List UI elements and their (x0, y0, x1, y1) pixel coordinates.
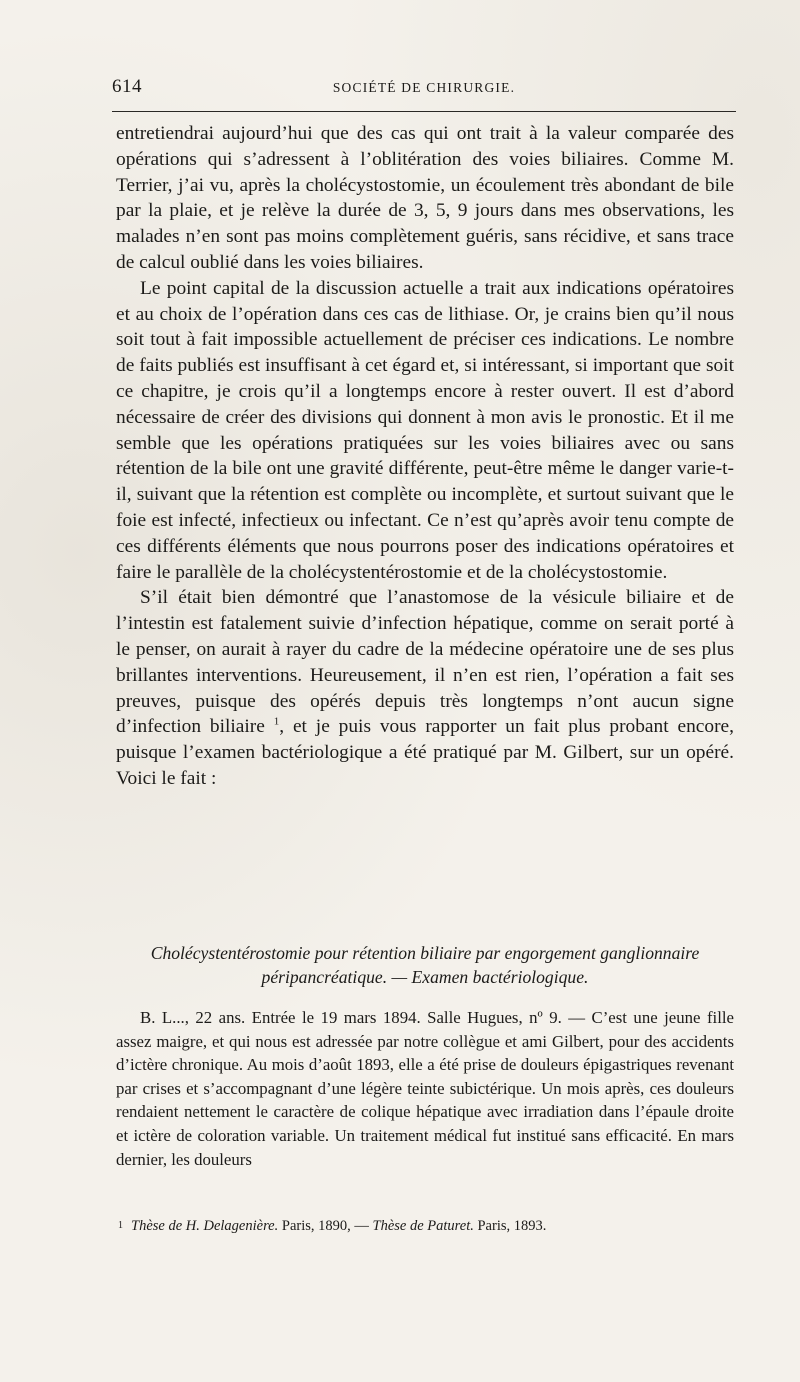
paragraph-2: Le point capital de la discussion actuelle a trait aux indications opératoires et au choix de l’opération dans ces cas de lithiase. Or, je crains bien qu’il nous soit tout à fait impossible actuellement de préciser ces indications. Le nombre de faits publiés est insuffisant à cet égard et, si intéressant, si important que soit ce chapitre, je crois qu’il a longtemps encore à rester ouvert. Il est d’abord nécessaire de créer des divisions qui donnent à mon avis le pronostic. Et il me semble que les opérations pratiquées sur les voies biliaires avec ou sans rétention de la bile ont une gravité différente, peut-être même le danger varie-t-il, suivant que la rétention est complète ou incomplète, et surtout suivant que le foie est infecté, infectieux ou infectant. Ce n’est qu’après avoir tenu compte de ces différents éléments que nous pourrons poser des indications opératoires et faire le parallèle de la cholécystentérostomie et de la cholécystostomie. (116, 277, 734, 583)
footnote-citation-1-title: Thèse de H. Delagenière. (131, 1218, 279, 1234)
running-title: SOCIÉTÉ DE CHIRURGIE. (332, 80, 516, 95)
footnote (118, 1216, 734, 1236)
footnote-citation-1-rest: Paris, 1890, — (278, 1218, 373, 1234)
body-text (116, 121, 734, 792)
paragraph-3-text: S’il était bien démontré que l’anastomose de la vésicule biliaire et de l’intestin est fatalement suivie d’infection hépatique, comme on serait porté à le penser, on aurait à rayer du cadre de la médecine opératoire une de ses plus brillantes interventions. Heureusement, il n’en est rien, l’opération a fait ses preuves, puisque des opérés depuis très longtemps n’ont aucun signe d’infection biliaire (116, 587, 734, 738)
footnote-citation-2-title: Thèse de Paturet. (372, 1218, 474, 1234)
page-header (112, 72, 736, 100)
footnote-reference: 1 (273, 715, 280, 728)
header-rule (112, 111, 736, 112)
case-title: Cholécystentérostomie pour rétention biliaire par engorgement ganglionnaire péripancréatique. — Examen bactériologique. (150, 943, 700, 987)
paragraph-3-continuation: et je puis vous rapporter un fait plus probant encore, puisque l’examen bactériologique a été pratiqué par M. Gilbert, sur un opéré. Voici le fait : (116, 716, 735, 789)
case-observation (116, 1006, 734, 1171)
footnote-citation-2-rest: Paris, 1893. (473, 1218, 547, 1234)
page-number: 614 (112, 76, 142, 97)
case-observation-text: B. L..., 22 ans. Entrée le 19 mars 1894. Salle Hugues, nº 9. — C’est une jeune fille assez maigre, et qui nous est adressée par notre collègue et ami Gilbert, pour des accidents d’ictère chronique. Au mois d’août 1893, elle a été prise de douleurs épigastriques revenant par crises et s’accompagnant d’une légère teinte subictérique. Un mois après, ces douleurs rendaient nettement le caractère de colique hépatique avec irradiation dans l’épaule droite et ictère de coloration variable. Un traitement médical fut institué sans efficacité. En mars dernier, les douleurs (116, 1008, 734, 1169)
paragraph-1: entretiendrai aujourd’hui que des cas qui ont trait à la valeur comparée des opérations qui s’adressent à l’oblitération des voies biliaires. Comme M. Terrier, j’ai vu, après la cholécystostomie, un écoulement très abondant de bile par la plaie, et je relève la durée de 3, 5, 9 jours dans mes observations, les malades n’en sont pas moins complètement guéris, sans récidive, et sans trace de calcul oublié dans les voies biliaires. (116, 123, 734, 273)
footnote-mark: 1 (118, 1220, 123, 1231)
paragraph-3: S’il était bien démontré que l’anastomose de la vésicule biliaire et de l’intestin est fatalement suivie d’infection hépatique, comme on serait porté à le penser, on aurait à rayer du cadre de la médecine opératoire une de ses plus brillantes interventions. Heureusement, il n’en est rien, l’opération a fait ses preuves, puisque des opérés depuis très longtemps n’ont aucun signe d’infection biliaire $^1$, et je puis vous rapporter un fait plus probant encore, puisque l’examen bactériologique a été pratiqué par M. Gilbert, sur un opéré. Voici le fait : (116, 587, 735, 789)
